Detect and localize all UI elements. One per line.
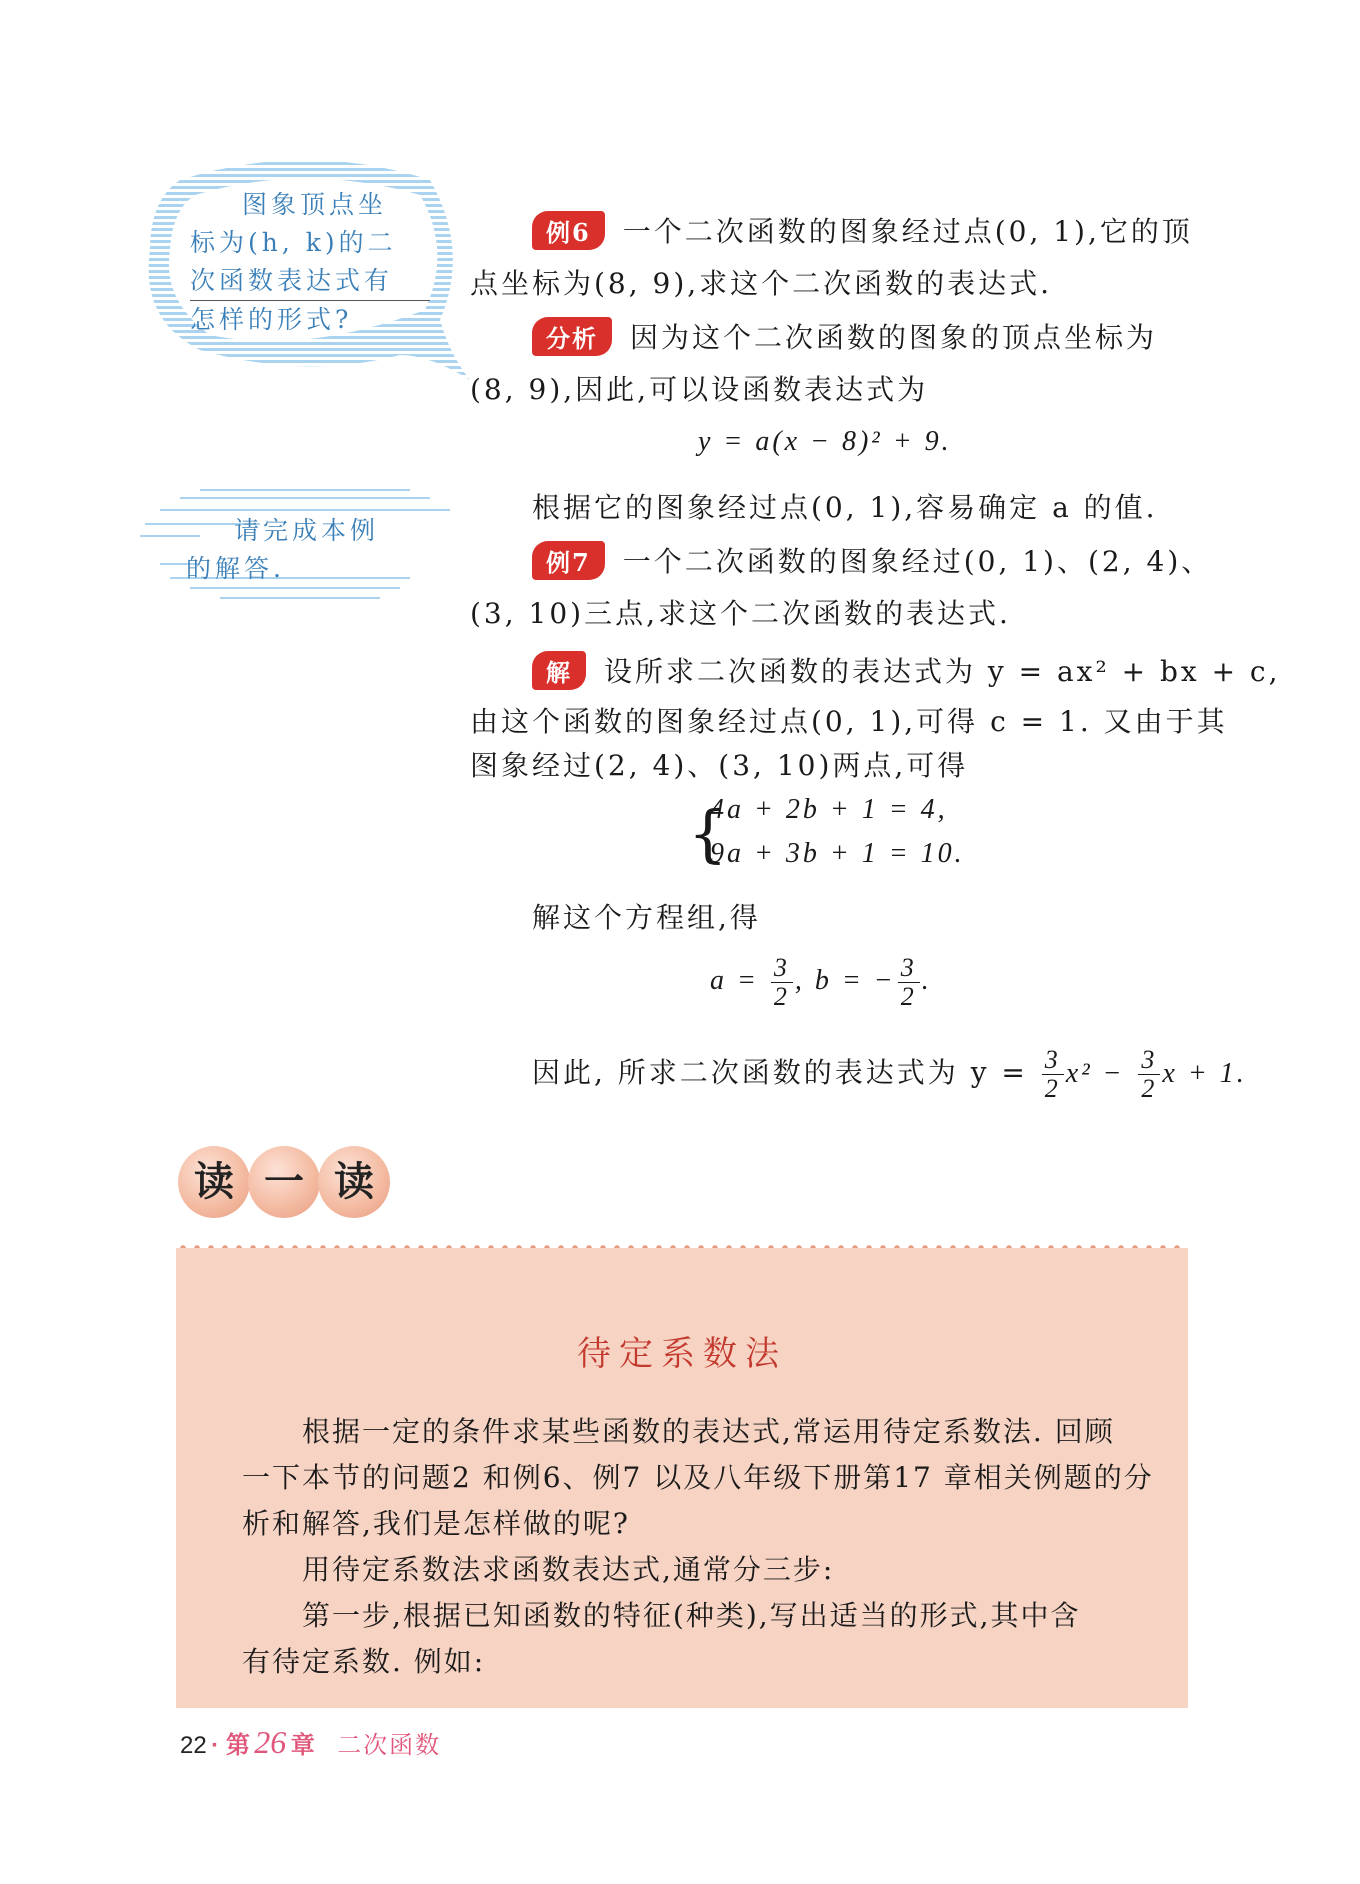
- result-a-label: a =: [710, 964, 759, 996]
- chapter-suffix: 章: [290, 1732, 315, 1759]
- bubble1-line-4: 怎样的形式?: [190, 305, 353, 334]
- page-number: 22: [180, 1732, 207, 1759]
- equation-2: 9a + 3b + 1 = 10.: [710, 838, 965, 869]
- analysis-text-1: 因为这个二次函数的图象的顶点坐标为: [630, 321, 1158, 354]
- bubble1-line-2: 标为(h, k)的二: [190, 228, 397, 257]
- chapter-number: 26: [254, 1724, 287, 1760]
- example6-tag: 例6: [532, 211, 605, 250]
- example6-line-2: 点坐标为(8, 9),求这个二次函数的表达式.: [470, 267, 1053, 300]
- analysis-formula: y = a(x − 8)² + 9.: [698, 426, 952, 457]
- solution-line-3: 图象经过(2, 4)、(3, 10)两点,可得: [470, 749, 969, 782]
- analysis-line-1: [532, 316, 1157, 356]
- example7-line-2: (3, 10)三点,求这个二次函数的表达式.: [470, 597, 1011, 630]
- final-fraction-2: $\frac{3}{2}$: [1138, 1046, 1160, 1103]
- fraction-a: $\frac{3}{2}$: [771, 954, 793, 1011]
- bubble1-text: [190, 186, 430, 339]
- reading-header-char-3: 读: [318, 1146, 390, 1218]
- bubble2-line-2: 的解答.: [186, 554, 285, 583]
- bubble1-line-1: 图象顶点坐: [242, 190, 388, 219]
- final-x: x + 1.: [1162, 1058, 1247, 1089]
- analysis-tag: 分析: [532, 317, 612, 356]
- solution-text-1: 设所求二次函数的表达式为 y = ax² + bx + c,: [604, 655, 1281, 688]
- reading-box: [176, 1248, 1188, 1708]
- example6-line-1: [532, 210, 1193, 250]
- example7-text-1: 一个二次函数的图象经过(0, 1)、(2, 4)、: [622, 545, 1213, 578]
- page-footer: [180, 1724, 441, 1761]
- solution-result: a = $\frac{3}{2}$ , b = − $\frac{3}{2}$ .: [710, 953, 932, 1011]
- chapter-title: 二次函数: [337, 1732, 442, 1759]
- solution-line-1: [532, 650, 1281, 690]
- fraction-b: $\frac{3}{2}$: [898, 954, 920, 1011]
- reading-para-3: 析和解答,我们是怎样做的呢?: [242, 1507, 630, 1540]
- reading-para-4: 用待定系数法求函数表达式,通常分三步:: [302, 1553, 835, 1586]
- final-prefix: 因此, 所求二次函数的表达式为 y =: [532, 1056, 1028, 1089]
- analysis-line-3: 根据它的图象经过点(0, 1),容易确定 a 的值.: [532, 491, 1158, 524]
- final-x2: x² −: [1065, 1058, 1125, 1089]
- reading-para-2: 一下本节的问题2 和例6、例7 以及八年级下册第17 章相关例题的分: [242, 1461, 1154, 1494]
- result-b-label: , b = −: [794, 964, 896, 996]
- example7-line-1: [532, 540, 1212, 580]
- chapter-prefix: · 第: [211, 1732, 250, 1759]
- reading-para-6: 有待定系数. 例如:: [242, 1645, 486, 1678]
- solution-final: [532, 1046, 1247, 1103]
- solution-tag: 解: [532, 651, 586, 690]
- equation-1: 4a + 2b + 1 = 4,: [710, 794, 948, 825]
- left-brace: {: [688, 797, 728, 870]
- final-fraction-1: $\frac{3}{2}$: [1042, 1046, 1064, 1103]
- reading-header-char-2: 一: [248, 1146, 320, 1218]
- example7-tag: 例7: [532, 541, 605, 580]
- reading-title: 待定系数法: [577, 1334, 787, 1374]
- bubble2-text: [186, 512, 406, 588]
- example6-text-1: 一个二次函数的图象经过点(0, 1),它的顶: [622, 215, 1193, 248]
- bubble2-line-1: 请完成本例: [234, 516, 380, 545]
- reading-para-5: 第一步,根据已知函数的特征(种类),写出适当的形式,其中含: [302, 1599, 1081, 1632]
- reading-header-char-1: 读: [178, 1146, 250, 1218]
- solution-line-2: 由这个函数的图象经过点(0, 1),可得 c = 1. 又由于其: [470, 705, 1228, 738]
- bubble1-line-3: 次函数表达式有: [190, 262, 430, 301]
- solution-line-4: 解这个方程组,得: [532, 901, 761, 934]
- analysis-line-2: (8, 9),因此,可以设函数表达式为: [470, 373, 929, 406]
- reading-para-1: 根据一定的条件求某些函数的表达式,常运用待定系数法. 回顾: [302, 1415, 1115, 1448]
